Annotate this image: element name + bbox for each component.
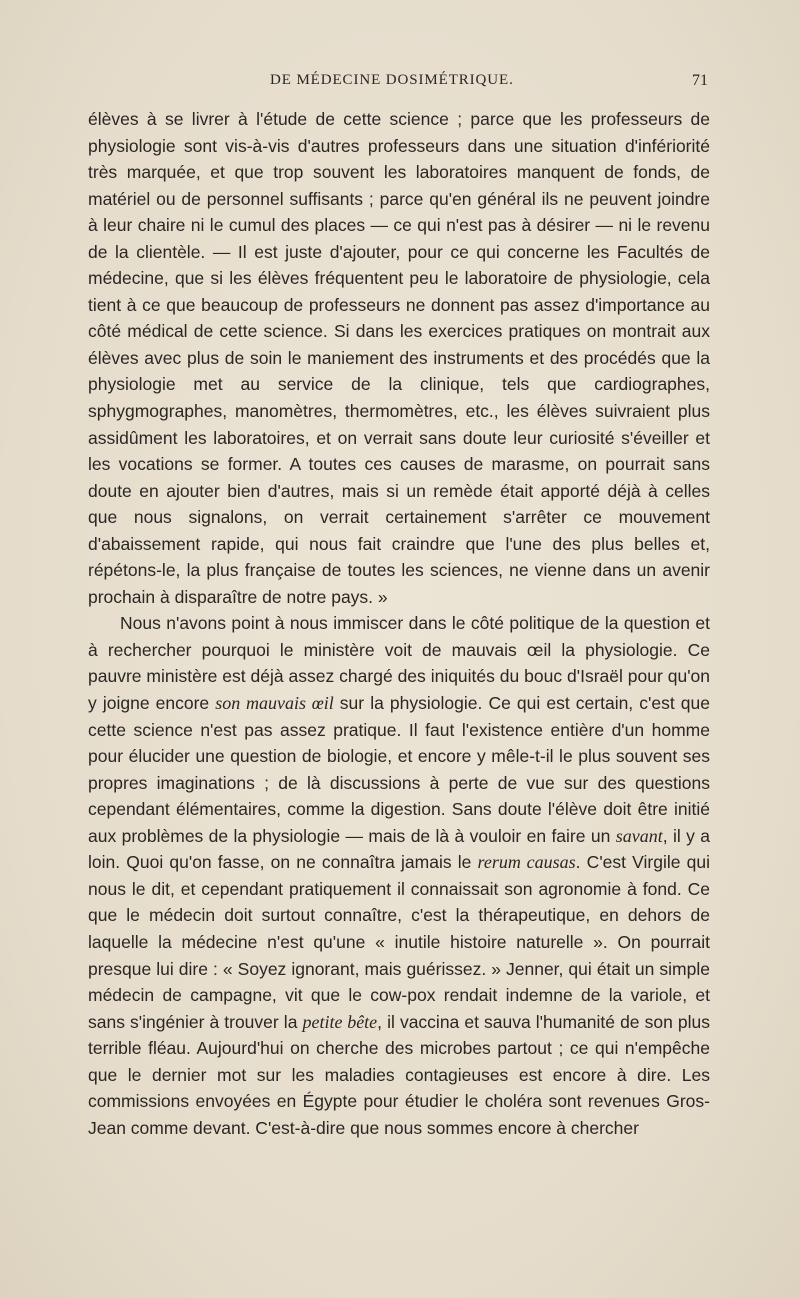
text-segment: Nous n'avons point à nous immiscer dans le côté politique de la question et à rechercher pourquoi le ministère voit de mauvais œil la physiologie. Ce pauvre ministère est déjà assez chargé des iniquités du bouc d'Israël pour qu'on y joigne encore <box>88 613 710 714</box>
text-segment: sur la physiologie. Ce qui est certain, c'est que cette science n'est pas assez pratique. Il faut l'existence entière d'un homme pour élucider une question de biologie, et encore y mêle-t-il le plus souvent ses propres imaginations ; de là discussions à perte de vue sur des questions cependant élémentaires, comme la digestion. Sans doute l'élève doit être initié aux problèmes de la physiologie — mais de là à vouloir en faire un <box>88 693 710 846</box>
page-header <box>88 72 708 96</box>
text-segment: élèves à se livrer à l'étude de cette science ; parce que les professeurs de physiologie sont vis-à-vis d'autres professeurs dans une situation d'infériorité très marquée, et que trop souvent les laboratoires manquent de fonds, de matériel ou de personnel suffisants ; parce qu'en général ils ne peuvent joindre à leur chaire ni le cumul des places — ce qui n'est pas à désirer — ni le revenu de la clientèle. — Il est juste d'ajouter, pour ce qui concerne les Facultés de médecine, que si les élèves fréquentent peu le laboratoire de physiologie, cela tient à ce que beaucoup de professeurs ne donnent pas assez d'importance au côté médical de cette science. Si dans les exercices pratiques on montrait aux élèves avec plus de soin le maniement des instruments et des procédés que la physiologie met au service de la clinique, tels que cardiographes, sphygmographes, manomètres, thermomètres, etc., les élèves suivraient plus assidûment les laboratoires, et on verrait sans doute leur curiosité s'éveiller et les vocations se former. A toutes ces causes de marasme, on pourrait sans doute en ajouter bien d'autres, mais si un remède était apporté déjà à celles que nous signalons, on verrait certainement s'arrêter ce mouvement d'abaissement rapide, qui nous fait craindre que l'une des plus belles et, répétons-le, la plus française de toutes les sciences, ne vienne dans un avenir prochain à disparaître de notre pays. » <box>88 109 710 607</box>
italic-phrase: rerum causas <box>477 852 576 873</box>
text-segment: , il y a loin. Quoi qu'on fasse, on ne connaîtra jamais le <box>88 825 710 873</box>
paragraph-2 <box>88 610 710 1141</box>
italic-phrase: petite bête <box>302 1011 378 1032</box>
running-title: DE MÉDECINE DOSIMÉTRIQUE. <box>270 72 514 88</box>
text-segment: , il vaccina et sauva l'humanité de son plus terrible fléau. Aujourd'hui on cherche des microbes partout ; ce qui n'empêche que le dernier mot sur les maladies contagieuses est encore à dire. Les commissions envoyées en Égypte pour étudier le choléra sont revenues Gros-Jean comme devant. C'est-à-dire que nous sommes encore à chercher <box>88 1011 710 1138</box>
page-number: 71 <box>692 72 708 89</box>
italic-phrase: son mauvais œil <box>215 693 334 714</box>
italic-phrase: savant <box>615 825 663 846</box>
text-segment: . C'est Virgile qui nous le dit, et cependant pratiquement il connaissait son agronomie à fond. Ce que le médecin doit surtout connaître, c'est la thérapeutique, en dehors de laquelle la médecine n'est qu'une « inutile histoire naturelle ». On pourrait presque lui dire : « Soyez ignorant, mais guérissez. » Jenner, qui était un simple médecin de campagne, vit que le cow-pox rendait indemne de la variole, et sans s'ingénier à trouver la <box>88 852 710 1032</box>
body-text <box>88 106 710 1141</box>
paragraph-1 <box>88 106 710 610</box>
